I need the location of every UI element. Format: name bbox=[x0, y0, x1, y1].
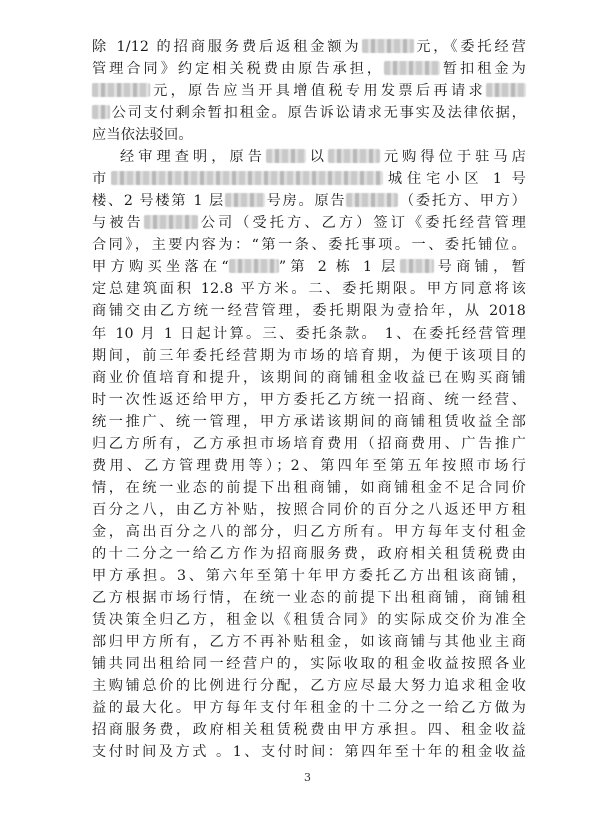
redacted-address bbox=[111, 171, 383, 185]
text-line: 商业价值培育和提升，该期间的商铺租金收益已在购买商铺 bbox=[92, 370, 526, 386]
text-line: 公司支付剩余暂扣租金。原告诉讼请求无事实及法律依据， bbox=[92, 102, 526, 124]
redacted-room bbox=[400, 259, 434, 273]
text-line: 支付时间及方式 。1、支付时间：第四年至十年的租金收益 bbox=[92, 744, 526, 760]
text-line: 赁决策全归乙方，租金以《租赁合同》的实际成交价为准全 bbox=[92, 612, 526, 628]
text-line: 时一次性返还给甲方，甲方委托乙方统一招商、统一经营、 bbox=[92, 392, 526, 408]
text-line: 应当依法驳回。 bbox=[92, 127, 193, 143]
page-number: 3 bbox=[304, 771, 311, 784]
redacted-name bbox=[92, 105, 110, 119]
redacted-amount bbox=[92, 83, 150, 97]
text-line: 费用、乙方管理费用等）；2、第四年至第五年按照市场行 bbox=[92, 458, 526, 474]
text-line: 甲方承担。3、第六年至第十年甲方委托乙方出租该商铺， bbox=[92, 568, 526, 584]
redacted-amount bbox=[328, 149, 380, 163]
text-line: 管理合同》约定相关税费由原告承担， 暂扣租金为 bbox=[92, 61, 526, 77]
text-line: 益的最大化。甲方每年支付年租金的十二分之一给乙方做为 bbox=[92, 700, 526, 716]
text-line: 金，高出百分之八的部分，归乙方所有。甲方每年支付租金 bbox=[92, 524, 526, 540]
text-line: 部归甲方所有，乙方不再补贴租金，如该商铺与其他业主商 bbox=[92, 634, 526, 650]
redacted-room bbox=[225, 193, 265, 207]
text-line: 期间，前三年委托经营期为市场的培育期，为便于该项目的 bbox=[92, 348, 526, 364]
text-line: 乙方根据市场行情，在统一业态的前提下出租商铺，商铺租 bbox=[92, 590, 526, 606]
redacted-name bbox=[486, 83, 526, 97]
text-line: 商铺交由乙方统一经营管理，委托期限为壹拾年，从 2018 bbox=[92, 303, 526, 319]
text-line: 楼、2 号楼第 1 层 号房。原告 （委托方、甲方） bbox=[92, 193, 526, 209]
redacted-amount bbox=[362, 39, 414, 53]
text-line: 市 城住宅小区 1 号 bbox=[92, 171, 526, 187]
text-line: 招商服务费，政府相关租赁税费由甲方承担。四、租金收益 bbox=[92, 722, 526, 738]
text-line: 主购铺总价的比例进行分配，乙方应尽最大努力追求租金收 bbox=[92, 678, 526, 694]
text-line: 与被告 公司（受托方、乙方）签订《委托经营管理 bbox=[92, 215, 526, 231]
text-line: 元，原告应当开具增值税专用发票后再请求 bbox=[92, 80, 526, 102]
text-line: 的十二分之一给乙方作为招商服务费，政府相关租赁税费由 bbox=[92, 546, 526, 562]
text-line: 经审理查明，原告 以 元购得位于驻马店 bbox=[120, 149, 527, 165]
text-line: 甲方购买坐落在“ ”第 2 栋 1 层 号商铺，暂 bbox=[92, 259, 526, 275]
text-line: 铺共同出租给同一经营户的，实际收取的租金收益按照各业 bbox=[92, 656, 526, 672]
text-line: 定总建筑面积 12.8 平方米。二、委托期限。甲方同意将该 bbox=[92, 281, 526, 297]
text-line: 情，在统一业态的前提下出租商铺，如商铺租金不足合同价 bbox=[92, 480, 526, 496]
text-line: 归乙方所有，乙方承担市场培育费用（招商费用、广告推广 bbox=[92, 436, 526, 452]
redacted-name bbox=[229, 259, 279, 273]
text-line: 合同》，主要内容为：“第一条、委托事项。一、委托铺位。 bbox=[92, 237, 526, 253]
redacted-amount bbox=[384, 61, 440, 75]
text-line: 年 10 月 1 日起计算。三、委托条款。 1、在委托经营管理 bbox=[92, 326, 526, 342]
text-line: 统一推广、统一管理，甲方承诺该期间的商铺租赁收益全部 bbox=[92, 414, 526, 430]
redacted-name bbox=[346, 193, 398, 207]
text-line: 除 1/12 的招商服务费后返租金额为 元，《委托经营 bbox=[92, 39, 526, 55]
redacted-name bbox=[144, 215, 198, 229]
redacted-name bbox=[266, 149, 306, 163]
text-line: 百分之八，由乙方补贴，按照合同价的百分之八返还甲方租 bbox=[92, 502, 526, 518]
